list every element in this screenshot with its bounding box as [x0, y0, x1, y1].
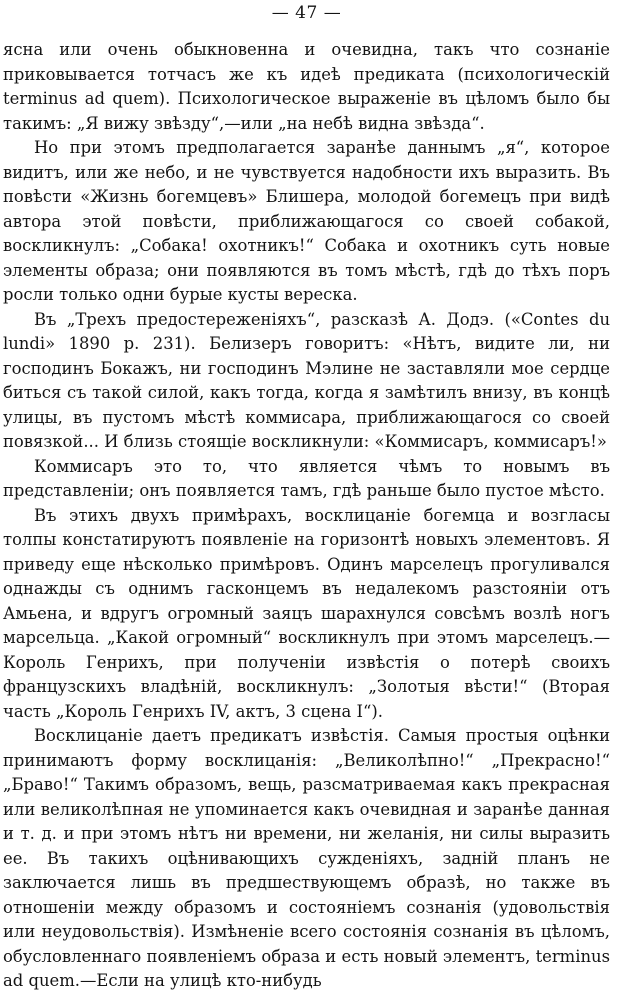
paragraph-2: Но при этомъ предполагается заранѣе даннымъ „я“, которое видитъ, или же небо, и не чувствуется надобности ихъ выразить. Въ повѣсти «Жизнь богемцевъ» Блишера, молодой богемецъ при видѣ автора этой повѣсти, приближающагося со своей собакой, воскликнулъ: „Собака! охотникъ!“ Собака и охотникъ суть новые элементы образа; они появляются въ томъ мѣстѣ, гдѣ до тѣхъ поръ росли только одни бурые кусты вереска.	[3, 138, 610, 304]
paragraph-1: ясна или очень обыкновенна и очевидна, такъ что сознаніе приковывается тотчасъ же къ идеѣ предиката (психологическій terminus ad quem). Психологическое выраженіе въ цѣломъ было бы такимъ: „Я вижу звѣзду“,—или „на небѣ видна звѣзда“.	[3, 40, 610, 133]
paragraph-4: Коммисаръ это то, что является чѣмъ то новымъ въ представленіи; онъ появляется тамъ, гдѣ раньше было пустое мѣсто.	[3, 456, 610, 500]
page-number: — 47 —	[271, 3, 342, 23]
paragraph-3: Въ „Трехъ предостереженіяхъ“, разсказѣ А. Додэ. («Contes du lundi» 1890 p. 231). Белизеръ говоритъ: «Нѣтъ, видите ли, ни господинъ Бокажъ, ни господинъ Мэлине не заставляли мое сердце биться съ такой силой, какъ тогда, когда я замѣтилъ внизу, въ концѣ улицы, въ пустомъ мѣстѣ коммисара, приближающагося со своей повязкой... И близь стоящіе воскликнули: «Коммисаръ, коммисаръ!»	[3, 309, 610, 451]
paragraph-6: Восклицаніе даетъ предикатъ извѣстія. Самыя простыя оцѣнки принимаютъ форму восклицанія: „Великолѣпно!“ „Прекрасно!“ „Браво!“ Такимъ образомъ, вещь, разсматриваемая какъ прекрасная или великолѣпная не упоминается какъ очевидная и заранѣе данная и т. д. и при этомъ нѣтъ ни времени, ни желанія, ни силы выразить ее. Въ такихъ оцѣнивающихъ сужденіяхъ, задній планъ не заключается лишь въ предшествующемъ образѣ, но также въ отношеніи между образомъ и состояніемъ сознанія (удовольствія или неудовольствія). Измѣненіе всего состоянія сознанія въ цѣломъ, обусловленнаго появленіемъ образа и есть новый элементъ, terminus ad quem.—Если на улицѣ кто-нибудь	[3, 726, 610, 990]
paragraph-5: Въ этихъ двухъ примѣрахъ, восклицаніе богемца и возгласы толпы констатируютъ появленіе на горизонтѣ новыхъ элементовъ. Я приведу еще нѣсколько примѣровъ. Одинъ марселецъ прогуливался однажды съ однимъ гасконцемъ въ недалекомъ разстояніи отъ Амьена, и вдругъ огромный заяцъ шарахнулся совсѣмъ возлѣ ногъ марсельца. „Какой огромный“ воскликнулъ при этомъ марселецъ.—Король Генрихъ, при полученіи извѣстія о потерѣ своихъ французскихъ владѣній, воскликнулъ: „Золотыя вѣсти!“ (Вторая часть „Король Генрихъ IV, актъ, 3 сцена I“).	[3, 505, 610, 721]
